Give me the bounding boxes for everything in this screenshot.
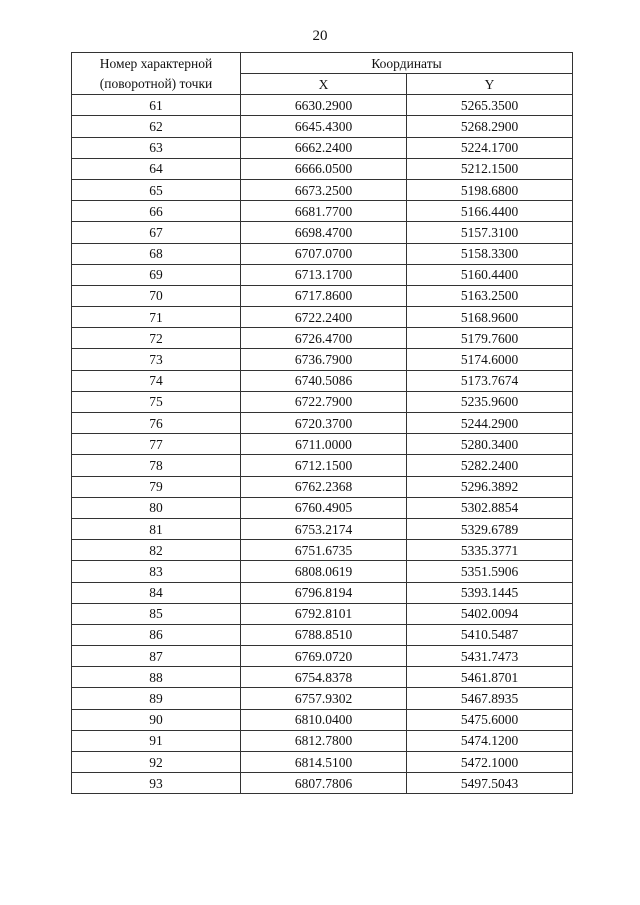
y-coordinate-cell: 5265.3500: [407, 95, 573, 116]
point-number-cell: 73: [72, 349, 241, 370]
point-number-cell: 63: [72, 137, 241, 158]
coordinates-header: Координаты: [241, 53, 573, 74]
point-number-cell: 69: [72, 264, 241, 285]
y-coordinate-cell: 5475.6000: [407, 709, 573, 730]
x-coordinate-cell: 6673.2500: [241, 179, 407, 200]
point-number-cell: 66: [72, 201, 241, 222]
y-coordinate-cell: 5467.8935: [407, 688, 573, 709]
x-coordinate-cell: 6760.4905: [241, 497, 407, 518]
table-row: [72, 201, 573, 222]
table-row: [72, 518, 573, 539]
point-number-cell: 76: [72, 413, 241, 434]
x-coordinate-cell: 6681.7700: [241, 201, 407, 222]
y-coordinate-cell: 5393.1445: [407, 582, 573, 603]
point-number-cell: 75: [72, 391, 241, 412]
y-coordinate-cell: 5174.6000: [407, 349, 573, 370]
table-row: [72, 137, 573, 158]
x-coordinate-cell: 6807.7806: [241, 773, 407, 794]
y-coordinate-cell: 5166.4400: [407, 201, 573, 222]
y-coordinate-cell: 5280.3400: [407, 434, 573, 455]
point-number-cell: 68: [72, 243, 241, 264]
table-row: [72, 328, 573, 349]
point-number-cell: 84: [72, 582, 241, 603]
table-row: [72, 730, 573, 751]
point-number-cell: 78: [72, 455, 241, 476]
point-number-cell: 88: [72, 667, 241, 688]
x-header: X: [241, 74, 407, 95]
x-coordinate-cell: 6662.2400: [241, 137, 407, 158]
point-number-cell: 80: [72, 497, 241, 518]
x-coordinate-cell: 6751.6735: [241, 540, 407, 561]
y-coordinate-cell: 5168.9600: [407, 307, 573, 328]
table-row: [72, 646, 573, 667]
point-number-cell: 64: [72, 158, 241, 179]
point-number-cell: 86: [72, 624, 241, 645]
x-coordinate-cell: 6713.1700: [241, 264, 407, 285]
x-coordinate-cell: 6707.0700: [241, 243, 407, 264]
table-row: [72, 307, 573, 328]
point-number-cell: 74: [72, 370, 241, 391]
y-coordinate-cell: 5173.7674: [407, 370, 573, 391]
table-row: [72, 540, 573, 561]
table-row: [72, 243, 573, 264]
x-coordinate-cell: 6717.8600: [241, 285, 407, 306]
y-coordinate-cell: 5296.3892: [407, 476, 573, 497]
x-coordinate-cell: 6810.0400: [241, 709, 407, 730]
point-number-cell: 91: [72, 730, 241, 751]
x-coordinate-cell: 6712.1500: [241, 455, 407, 476]
y-coordinate-cell: 5302.8854: [407, 497, 573, 518]
table-row: [72, 773, 573, 794]
table-row: [72, 222, 573, 243]
table-row: [72, 95, 573, 116]
point-number-header: [72, 53, 241, 95]
y-coordinate-cell: 5160.4400: [407, 264, 573, 285]
y-coordinate-cell: 5268.2900: [407, 116, 573, 137]
y-coordinate-cell: 5410.5487: [407, 624, 573, 645]
point-number-cell: 83: [72, 561, 241, 582]
point-number-cell: 92: [72, 752, 241, 773]
x-coordinate-cell: 6722.7900: [241, 391, 407, 412]
x-coordinate-cell: 6645.4300: [241, 116, 407, 137]
x-coordinate-cell: 6792.8101: [241, 603, 407, 624]
table-row: [72, 561, 573, 582]
y-coordinate-cell: 5474.1200: [407, 730, 573, 751]
x-coordinate-cell: 6788.8510: [241, 624, 407, 645]
x-coordinate-cell: 6769.0720: [241, 646, 407, 667]
point-number-cell: 61: [72, 95, 241, 116]
y-coordinate-cell: 5431.7473: [407, 646, 573, 667]
x-coordinate-cell: 6726.4700: [241, 328, 407, 349]
coordinates-table: [71, 52, 573, 794]
y-coordinate-cell: 5461.8701: [407, 667, 573, 688]
point-number-cell: 89: [72, 688, 241, 709]
x-coordinate-cell: 6736.7900: [241, 349, 407, 370]
table-row: [72, 285, 573, 306]
x-coordinate-cell: 6711.0000: [241, 434, 407, 455]
point-number-cell: 67: [72, 222, 241, 243]
x-coordinate-cell: 6722.2400: [241, 307, 407, 328]
page-number: 20: [312, 28, 328, 44]
table-row: [72, 349, 573, 370]
table-row: [72, 455, 573, 476]
y-coordinate-cell: 5235.9600: [407, 391, 573, 412]
y-coordinate-cell: 5472.1000: [407, 752, 573, 773]
table-row: [72, 582, 573, 603]
table-row: [72, 179, 573, 200]
point-number-cell: 85: [72, 603, 241, 624]
point-number-cell: 72: [72, 328, 241, 349]
table-row: [72, 709, 573, 730]
table-row: [72, 624, 573, 645]
x-coordinate-cell: 6666.0500: [241, 158, 407, 179]
x-coordinate-cell: 6630.2900: [241, 95, 407, 116]
x-coordinate-cell: 6753.2174: [241, 518, 407, 539]
y-coordinate-cell: 5158.3300: [407, 243, 573, 264]
header-row-top: [72, 53, 573, 74]
table-row: [72, 603, 573, 624]
point-number-cell: 77: [72, 434, 241, 455]
y-coordinate-cell: 5163.2500: [407, 285, 573, 306]
y-coordinate-cell: 5224.1700: [407, 137, 573, 158]
y-coordinate-cell: 5179.7600: [407, 328, 573, 349]
table-row: [72, 158, 573, 179]
table-row: [72, 497, 573, 518]
point-number-cell: 93: [72, 773, 241, 794]
table-row: [72, 116, 573, 137]
point-number-cell: 70: [72, 285, 241, 306]
point-number-cell: 90: [72, 709, 241, 730]
table-row: [72, 476, 573, 497]
table-row: [72, 688, 573, 709]
point-number-cell: 79: [72, 476, 241, 497]
x-coordinate-cell: 6796.8194: [241, 582, 407, 603]
y-coordinate-cell: 5244.2900: [407, 413, 573, 434]
table-row: [72, 264, 573, 285]
table-row: [72, 391, 573, 412]
table-row: [72, 370, 573, 391]
x-coordinate-cell: 6754.8378: [241, 667, 407, 688]
point-number-header-line1: Номер характерной: [99, 55, 213, 71]
x-coordinate-cell: 6808.0619: [241, 561, 407, 582]
point-number-cell: 82: [72, 540, 241, 561]
x-coordinate-cell: 6698.4700: [241, 222, 407, 243]
table-body: [72, 95, 573, 794]
point-number-cell: 71: [72, 307, 241, 328]
y-coordinate-cell: 5157.3100: [407, 222, 573, 243]
table-row: [72, 434, 573, 455]
y-header: Y: [407, 74, 573, 95]
table-row: [72, 667, 573, 688]
x-coordinate-cell: 6720.3700: [241, 413, 407, 434]
y-coordinate-cell: 5198.6800: [407, 179, 573, 200]
x-coordinate-cell: 6757.9302: [241, 688, 407, 709]
x-coordinate-cell: 6740.5086: [241, 370, 407, 391]
table-header: [72, 53, 573, 95]
table-row: [72, 413, 573, 434]
x-coordinate-cell: 6812.7800: [241, 730, 407, 751]
y-coordinate-cell: 5282.2400: [407, 455, 573, 476]
y-coordinate-cell: 5335.3771: [407, 540, 573, 561]
point-number-cell: 65: [72, 179, 241, 200]
y-coordinate-cell: 5497.5043: [407, 773, 573, 794]
point-number-cell: 87: [72, 646, 241, 667]
point-number-header-line2: (поворотной) точки: [99, 75, 213, 91]
y-coordinate-cell: 5402.0094: [407, 603, 573, 624]
y-coordinate-cell: 5212.1500: [407, 158, 573, 179]
table-row: [72, 752, 573, 773]
x-coordinate-cell: 6814.5100: [241, 752, 407, 773]
x-coordinate-cell: 6762.2368: [241, 476, 407, 497]
y-coordinate-cell: 5329.6789: [407, 518, 573, 539]
point-number-cell: 81: [72, 518, 241, 539]
point-number-cell: 62: [72, 116, 241, 137]
y-coordinate-cell: 5351.5906: [407, 561, 573, 582]
